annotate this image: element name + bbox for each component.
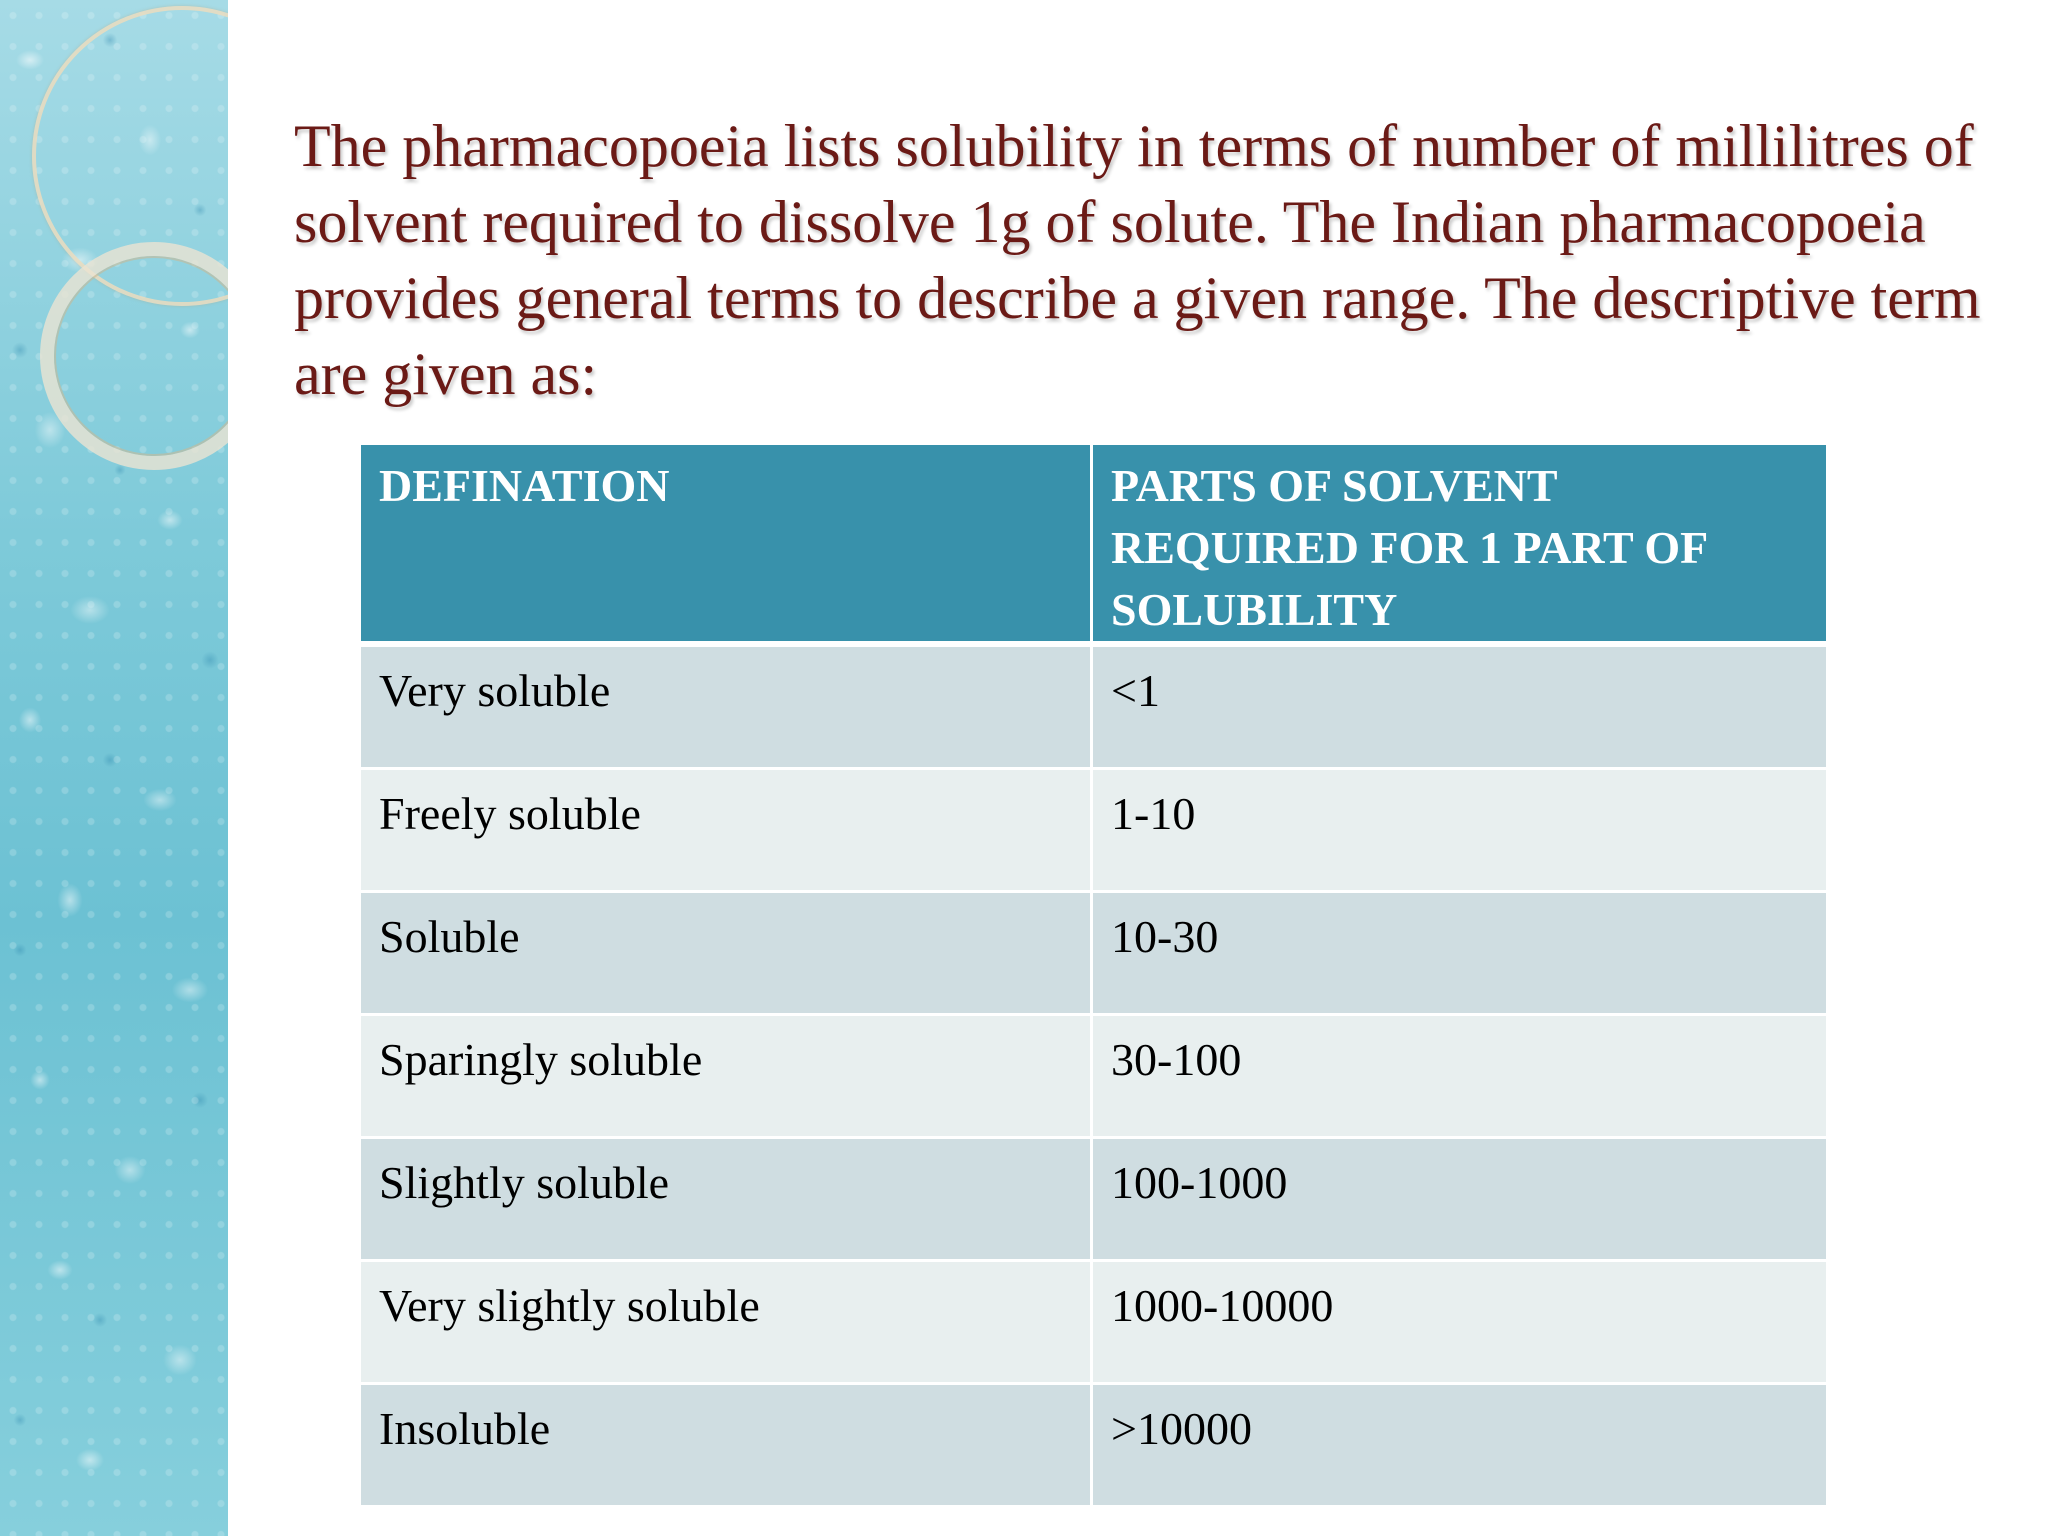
cell-term: Sparingly soluble <box>360 1015 1092 1138</box>
table-row <box>360 1015 1828 1138</box>
cell-parts: >10000 <box>1092 1384 1828 1507</box>
cell-term: Soluble <box>360 892 1092 1015</box>
cell-term: Insoluble <box>360 1384 1092 1507</box>
header-parts-of-solvent: PARTS OF SOLVENT REQUIRED FOR 1 PART OF SOLUBILITY <box>1092 444 1828 645</box>
cell-term: Slightly soluble <box>360 1138 1092 1261</box>
cell-parts: <1 <box>1092 644 1828 769</box>
cell-parts: 1-10 <box>1092 769 1828 892</box>
decorative-rings <box>0 0 228 1536</box>
table-row <box>360 892 1828 1015</box>
solubility-table <box>358 442 1829 1508</box>
cell-parts: 10-30 <box>1092 892 1828 1015</box>
table-row <box>360 1384 1828 1507</box>
slide-intro-text: The pharmacopoeia lists solubility in terms of number of millilitres of solvent required to dissolve 1g of solute. The Indian pharmacopoeia provides general terms to describe a given range. The descriptive term are given as: <box>294 113 1981 407</box>
cell-term: Freely soluble <box>360 769 1092 892</box>
cell-parts: 100-1000 <box>1092 1138 1828 1261</box>
cell-term: Very soluble <box>360 644 1092 769</box>
header-definition: DEFINATION <box>360 444 1092 645</box>
cell-parts: 30-100 <box>1092 1015 1828 1138</box>
table-header-row <box>360 444 1828 645</box>
table-row <box>360 1138 1828 1261</box>
cell-parts: 1000-10000 <box>1092 1261 1828 1384</box>
table-row <box>360 1261 1828 1384</box>
cell-term: Very slightly soluble <box>360 1261 1092 1384</box>
table-row <box>360 769 1828 892</box>
table-row <box>360 644 1828 769</box>
